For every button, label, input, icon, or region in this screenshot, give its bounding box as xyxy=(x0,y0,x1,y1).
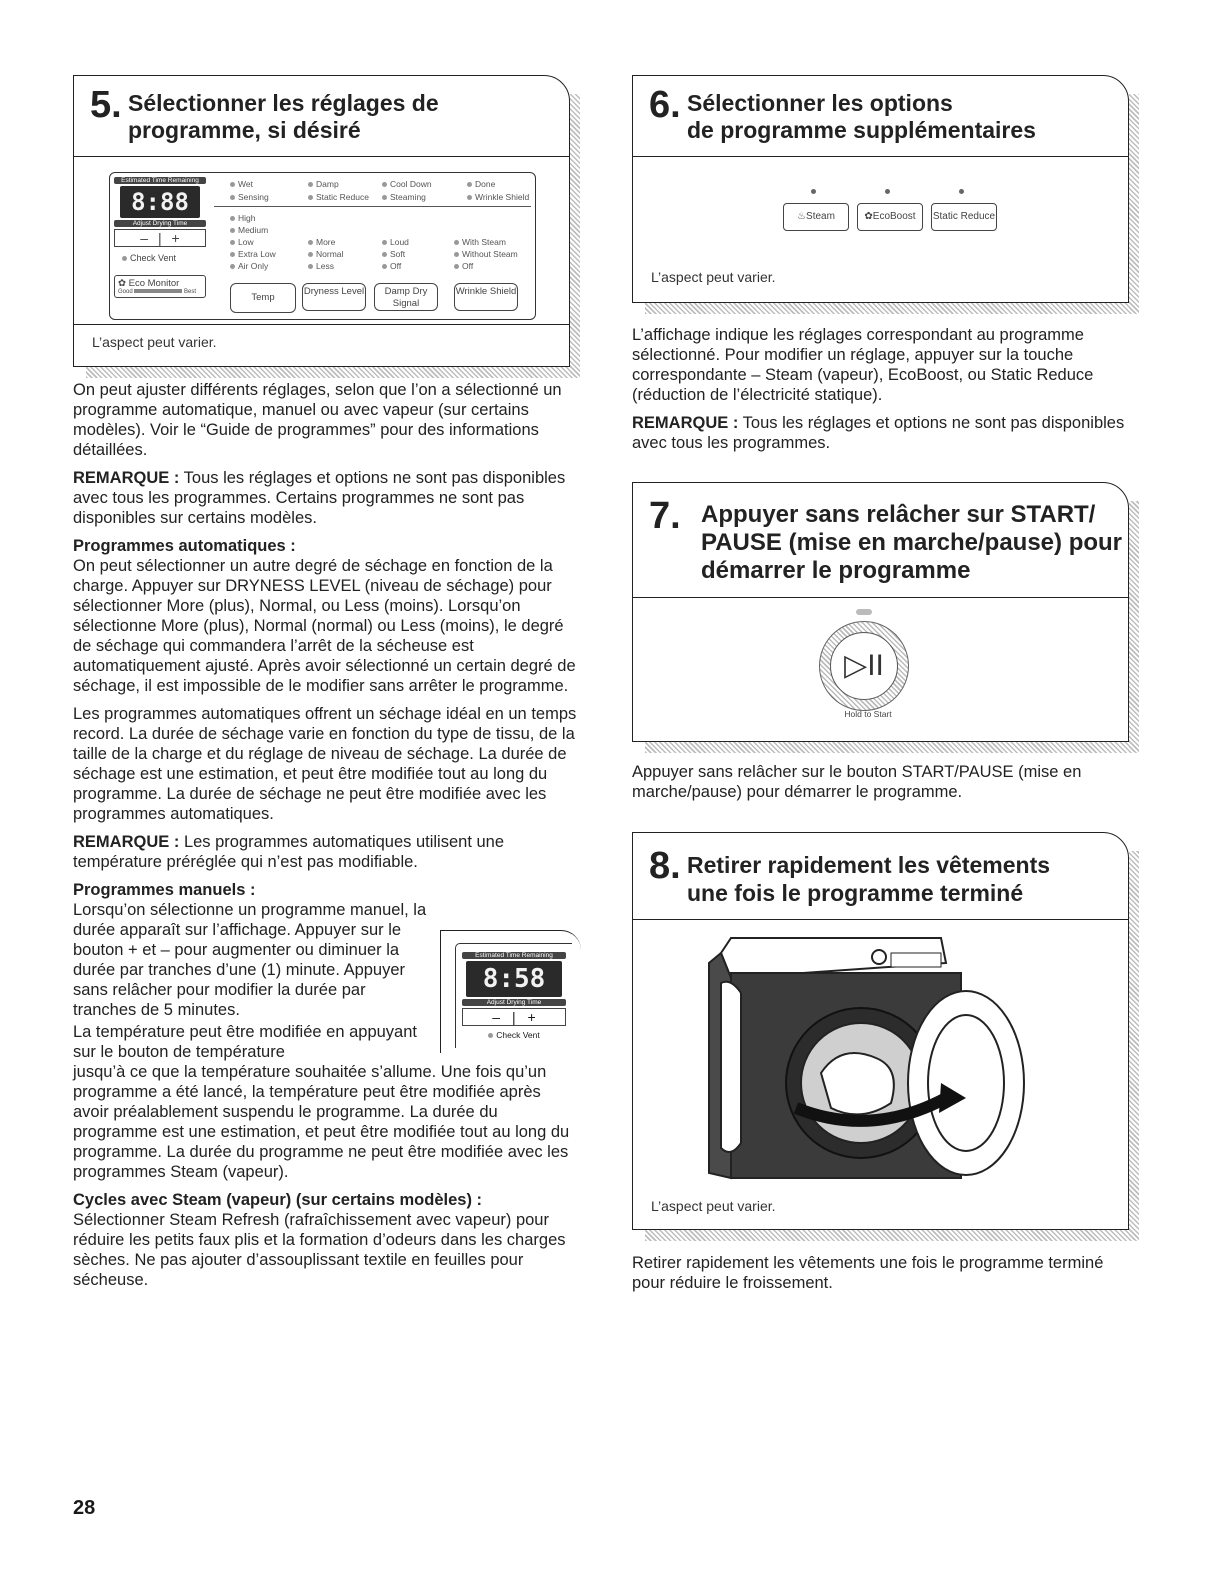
signal-loud: Loud xyxy=(390,237,409,247)
manual-text-wrap xyxy=(73,900,431,1062)
temp-button-label: Temp xyxy=(251,292,275,303)
minus-button[interactable]: – xyxy=(140,230,149,246)
wrinkle-shield-button[interactable] xyxy=(454,283,518,311)
title-line: démarrer le programme xyxy=(701,557,971,584)
title-line: programme, si désiré xyxy=(128,117,361,143)
status-steaming: Steaming xyxy=(390,192,426,202)
paragraph xyxy=(632,413,1137,453)
plus-button[interactable]: + xyxy=(171,230,180,246)
good-label: Good xyxy=(118,289,133,295)
steam-button[interactable] xyxy=(783,203,849,231)
step-number: 6. xyxy=(649,84,681,126)
leaf-icon: ✿ xyxy=(864,211,873,222)
step-number: 7. xyxy=(649,495,681,537)
step6-caption: L’aspect peut varier. xyxy=(651,269,776,285)
adjust-time-label: Adjust Drying Time xyxy=(114,220,206,227)
status-wet: Wet xyxy=(238,179,253,189)
remarque-label: REMARQUE : xyxy=(73,833,180,851)
dryer-control-panel xyxy=(109,172,536,320)
ecoboost-button[interactable] xyxy=(857,203,923,231)
paragraph: Lorsqu’on sélectionne un programme manuel, la durée apparaît sur l’affichage. Appuyer sur le bouton + et – pour augmenter ou diminuer la durée par tranches d’une (1) minute. Appuyer sans relâcher pour modifier la durée par tranches de 5 minutes. xyxy=(73,901,427,1019)
time-section xyxy=(114,177,206,298)
time-display: 8:58 xyxy=(466,961,562,997)
static-reduce-button[interactable] xyxy=(931,203,997,231)
check-vent-indicator xyxy=(122,253,206,263)
step6-body xyxy=(632,325,1137,461)
wrinkle-with-steam: With Steam xyxy=(462,237,506,247)
paragraph: On peut sélectionner un autre degré de séchage en fonction de la charge. Appuyer sur DRYNESS LEVEL (niveau de séchage) pour sélectionner More (plus), Normal, ou Less (moins). Lorsqu’on sélectionne More (plus), Normal (normal) ou Less (moins), le degré de séchage qui commandera l’arrêt de la sécheuse est automatiquement ajusté. Après avoir sélectionné un certain degré de séchage, il est impossible de le modifier sans arrêter le programme. xyxy=(73,557,576,695)
remarque-label: REMARQUE : xyxy=(632,414,739,432)
step5-body xyxy=(73,380,578,1298)
damp-dry-signal-button[interactable] xyxy=(374,283,438,311)
page-number: 28 xyxy=(73,1497,96,1519)
remarque-label: REMARQUE : xyxy=(73,469,180,487)
wrinkle-off: Off xyxy=(462,261,474,271)
wrinkle-shield-label: Wrinkle Shield xyxy=(455,286,517,297)
title-line: Sélectionner les options xyxy=(687,90,953,116)
subheading: Programmes automatiques : xyxy=(73,537,296,555)
paragraph: Appuyer sans relâcher sur le bouton START/PAUSE (mise en marche/pause) pour démarrer le programme. xyxy=(632,763,1082,801)
adjust-time-buttons[interactable]: – | + xyxy=(462,1008,566,1026)
step8-header xyxy=(633,833,1128,920)
paragraph: Retirer rapidement les vêtements une fois le programme terminé pour réduire le froissement. xyxy=(632,1254,1104,1292)
paragraph: On peut ajuster différents réglages, selon que l’on a sélectionné un programme automatique, manuel ou avec vapeur (sur certains modèles). Voir le “Guide de programmes” pour des informations détaillées. xyxy=(73,381,562,459)
remarque-text: Tous les réglages et options ne sont pas disponibles avec tous les programmes. xyxy=(632,414,1125,452)
remarque-text: Les programmes automatiques utilisent une température préréglée qui n’est pas modifiable. xyxy=(73,833,505,871)
check-vent-indicator xyxy=(456,1030,572,1040)
mini-panel xyxy=(455,943,572,1048)
start-indicator xyxy=(856,609,872,615)
step6-header xyxy=(633,76,1128,157)
temp-button[interactable] xyxy=(230,283,296,313)
paragraph xyxy=(73,468,578,528)
step5-caption: L’aspect peut varier. xyxy=(92,334,217,350)
dryness-level-button[interactable] xyxy=(302,283,366,311)
step6-box xyxy=(632,75,1129,303)
title-line: Sélectionner les réglages de xyxy=(128,90,439,116)
paragraph: jusqu’à ce que la température souhaitée s’allume. Une fois qu’un programme a été lancé, la température peut être modifiée après avoir préalablement suspendu le programme. La durée du programme est une estimation, et peut être modifiée tout au long du programme. La durée du programme ne peut être modifiée avec les programmes Steam (vapeur). xyxy=(73,1063,570,1181)
paragraph: L’affichage indique les réglages correspondant au programme sélectionné. Pour modifier un réglage, appuyer sur la touche correspondante – Steam (vapeur), EcoBoost, ou Static Reduce (réduction de l’électricité statique). xyxy=(632,326,1094,404)
adjust-time-label: Adjust Drying Time xyxy=(462,999,566,1006)
dry-normal: Normal xyxy=(316,249,344,259)
step8-caption: L’aspect peut varier. xyxy=(651,1198,776,1214)
step-title xyxy=(687,851,1128,907)
dry-less: Less xyxy=(316,261,334,271)
signal-soft: Soft xyxy=(390,249,406,259)
best-label: Best xyxy=(184,289,197,295)
step8-box xyxy=(632,832,1129,1230)
eco-monitor-label: Eco Monitor xyxy=(128,278,180,289)
status-sensing: Sensing xyxy=(238,192,269,202)
paragraph: La température peut être modifiée en appuyant sur le bouton de température xyxy=(73,1023,417,1061)
estimated-time-label: Estimated Time Remaining xyxy=(114,177,206,184)
title-line: une fois le programme terminé xyxy=(687,880,1024,906)
indicator-dot xyxy=(488,1033,493,1038)
step-number: 8. xyxy=(649,845,681,887)
step8-body xyxy=(632,1253,1132,1301)
steam-label: Steam xyxy=(806,211,835,222)
panel-divider xyxy=(214,206,531,207)
remarque-text: Tous les réglages et options ne sont pas disponibles avec tous les programmes. Certains programmes ne sont pas disponibles sur certains modèles. xyxy=(73,469,566,527)
temp-medium: Medium xyxy=(238,225,269,235)
paragraph: Sélectionner Steam Refresh (rafraîchissement avec vapeur) pour réduire les petits faux plis et la formation d’odeurs dans les charges sèches. Ne pas ajouter d’assouplissant textile en feuilles pour sécheuse. xyxy=(73,1211,566,1289)
status-done: Done xyxy=(475,179,496,189)
status-cool-down: Cool Down xyxy=(390,179,432,189)
step-title xyxy=(687,90,1128,144)
eco-monitor xyxy=(114,275,206,298)
box-shadow xyxy=(86,367,580,378)
title-line: PAUSE (mise en marche/pause) pour xyxy=(701,529,1123,556)
estimated-time-label: Estimated Time Remaining xyxy=(462,952,566,959)
plus-button[interactable]: + xyxy=(527,1009,536,1025)
step-title xyxy=(128,90,569,144)
check-vent-label: Check Vent xyxy=(496,1030,540,1040)
title-line: Retirer rapidement les vêtements xyxy=(687,852,1051,878)
wrinkle-without-steam: Without Steam xyxy=(462,249,518,259)
dryness-level-label: Dryness Level xyxy=(303,286,365,297)
paragraph: Les programmes automatiques offrent un séchage idéal en un temps record. La durée de séchage varie en fonction du type de tissu, de la taille de la charge et du réglage de niveau de séchage. La durée de séchage est une estimation, et peut être modifiée tout au long du programme. La durée de séchage ne peut être modifiée avec les programmes automatiques. xyxy=(73,705,577,823)
damp-dry-signal-label: Damp Dry Signal xyxy=(384,286,428,309)
time-display: 8:88 xyxy=(120,186,200,218)
title-line: Appuyer sans relâcher sur START/ xyxy=(701,501,1096,528)
eco-meter-bar xyxy=(134,289,182,293)
temp-low: Low xyxy=(238,237,254,247)
paragraph xyxy=(73,832,578,872)
box-shadow xyxy=(645,303,1139,314)
start-pause-button[interactable] xyxy=(819,621,909,711)
status-damp: Damp xyxy=(316,179,339,189)
caption-divider xyxy=(74,324,569,325)
subheading: Programmes manuels : xyxy=(73,881,256,899)
temp-air-only: Air Only xyxy=(238,261,269,271)
box-shadow xyxy=(645,742,1139,753)
status-wrinkle-shield: Wrinkle Shield xyxy=(475,192,530,202)
dryer-illustration xyxy=(701,933,1061,1183)
mini-panel-box xyxy=(440,930,581,1053)
static-reduce-label: Static Reduce xyxy=(932,211,996,222)
step5-box xyxy=(73,75,570,367)
ecoboost-label: EcoBoost xyxy=(872,211,916,222)
step7-box xyxy=(632,482,1129,742)
step-title xyxy=(701,501,1128,585)
step-number: 5. xyxy=(90,84,122,126)
play-pause-icon: ▷II xyxy=(844,649,884,682)
minus-button[interactable]: – xyxy=(492,1009,501,1025)
hold-to-start-label: Hold to Start xyxy=(844,709,892,719)
step7-header xyxy=(633,483,1128,598)
adjust-time-buttons[interactable]: – | + xyxy=(114,229,206,247)
step5-header xyxy=(74,76,569,157)
subheading: Cycles avec Steam (vapeur) (sur certains modèles) : xyxy=(73,1191,483,1209)
temp-extra-low: Extra Low xyxy=(238,249,276,259)
step7-body xyxy=(632,762,1132,810)
leaf-icon: ✿ xyxy=(118,278,129,289)
temp-high: High xyxy=(238,213,256,223)
status-static-reduce: Static Reduce xyxy=(316,192,369,202)
dry-more: More xyxy=(316,237,336,247)
check-vent-label: Check Vent xyxy=(130,253,177,263)
title-line: de programme supplémentaires xyxy=(687,117,1036,143)
box-shadow xyxy=(645,1230,1139,1241)
signal-off: Off xyxy=(390,261,402,271)
steam-icon: ♨ xyxy=(797,211,807,222)
indicator-dot xyxy=(122,256,127,261)
